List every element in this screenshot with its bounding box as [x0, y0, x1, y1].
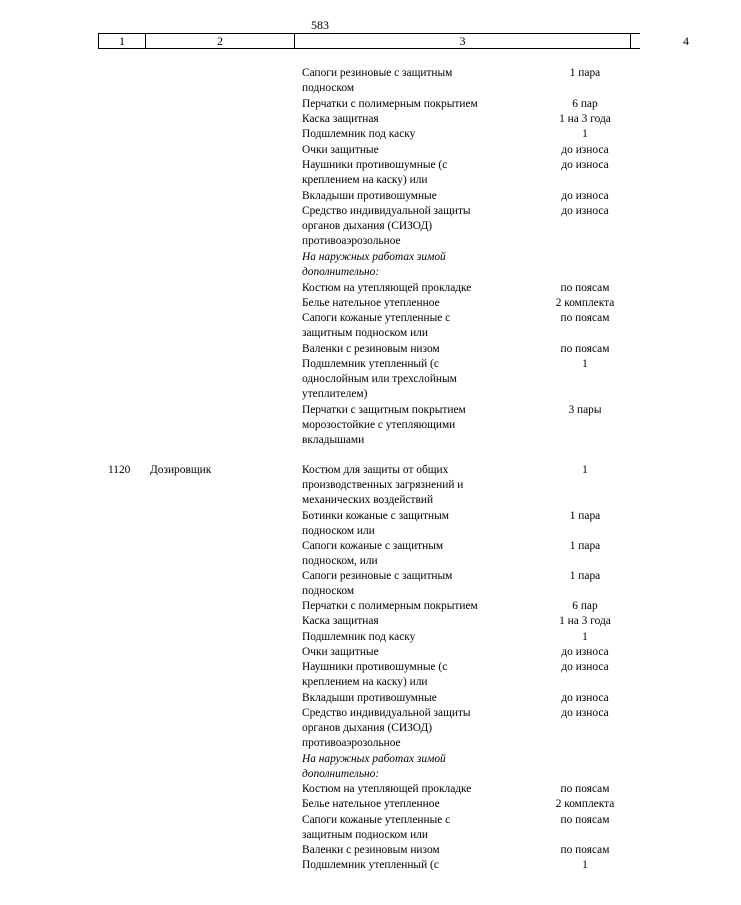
- equipment-item-line: органов дыхания (СИЗОД): [302, 220, 433, 233]
- equipment-item-line: Белье нательное утепленное: [302, 297, 440, 309]
- equipment-item: [302, 630, 532, 645]
- equipment-item-line: Валенки с резиновым низом: [302, 844, 440, 856]
- equipment-item-line: Белье нательное утепленное: [302, 798, 440, 810]
- equipment-item: [302, 204, 532, 250]
- equipment-item-line: подноском: [302, 585, 355, 598]
- equipment-item-line: Валенки с резиновым низом: [302, 343, 440, 355]
- equipment-item-line: Сапоги резиновые с защитным: [302, 67, 453, 79]
- equipment-item: [302, 112, 532, 127]
- issue-norm: по поясам: [560, 312, 610, 324]
- issue-norm: по поясам: [560, 282, 610, 294]
- equipment-item: [302, 357, 532, 403]
- issue-norm: 1 пара: [569, 570, 601, 582]
- equipment-item-line: креплением на каску) или: [302, 174, 428, 187]
- issue-norm: 1 на 3 года: [559, 615, 611, 627]
- equipment-item-line: Сапоги кожаные утепленные с: [302, 814, 451, 826]
- equipment-item: [302, 782, 532, 797]
- equipment-item-line: Сапоги кожаные утепленные с: [302, 312, 451, 324]
- equipment-item-line: защитным подноском или: [302, 829, 428, 842]
- equipment-item-line: Каска защитная: [302, 113, 379, 125]
- issue-norm: по поясам: [560, 844, 610, 856]
- equipment-item-line: На наружных работах зимой: [302, 753, 446, 765]
- equipment-item: [302, 143, 532, 158]
- issue-norm: 2 комплекта: [555, 297, 615, 309]
- equipment-item: [302, 97, 532, 112]
- header-cell-1: 1: [99, 34, 146, 48]
- equipment-item-line: Подшлемник утепленный (с: [302, 859, 439, 871]
- equipment-item-line: Вкладыши противошумные: [302, 692, 437, 704]
- issue-norm: 1 на 3 года: [559, 113, 611, 125]
- equipment-item: [302, 539, 532, 569]
- equipment-item-line: Наушники противошумные (с: [302, 159, 448, 171]
- profession-name: Дозировщик: [150, 464, 212, 476]
- equipment-item-line: Очки защитные: [302, 144, 379, 156]
- equipment-item: [302, 66, 532, 96]
- issue-norm: до износа: [561, 707, 609, 719]
- issue-norm: до износа: [561, 190, 609, 202]
- equipment-item-line: морозостойкие с утепляющими: [302, 419, 456, 432]
- equipment-item: [302, 752, 532, 782]
- equipment-item-line: Сапоги кожаные с защитным: [302, 540, 444, 552]
- issue-norm: до износа: [561, 692, 609, 704]
- equipment-item-line: утеплителем): [302, 388, 368, 401]
- equipment-item: [302, 509, 532, 539]
- equipment-item: [302, 813, 532, 843]
- equipment-item-line: Каска защитная: [302, 615, 379, 627]
- equipment-item: [302, 706, 532, 752]
- issue-norm: 6 пар: [572, 98, 598, 110]
- equipment-item-line: Перчатки с полимерным покрытием: [302, 600, 478, 612]
- equipment-item: [302, 189, 532, 204]
- equipment-item-line: защитным подноском или: [302, 327, 428, 340]
- equipment-item-line: подноском или: [302, 525, 375, 538]
- equipment-item: [302, 463, 532, 509]
- equipment-item-line: Средство индивидуальной защиты: [302, 707, 471, 719]
- equipment-item: [302, 843, 532, 858]
- equipment-item: [302, 858, 532, 873]
- equipment-item-line: креплением на каску) или: [302, 676, 428, 689]
- issue-norm: 3 пары: [568, 404, 602, 416]
- equipment-item: [302, 660, 532, 690]
- equipment-item-line: производственных загрязнений и: [302, 479, 464, 492]
- equipment-item-line: подноском: [302, 82, 355, 95]
- issue-norm: по поясам: [560, 814, 610, 826]
- issue-norm: 1 пара: [569, 67, 601, 79]
- equipment-item: [302, 127, 532, 142]
- issue-norm: по поясам: [560, 343, 610, 355]
- equipment-item-line: дополнительно:: [302, 768, 380, 781]
- equipment-item: [302, 569, 532, 599]
- equipment-item-line: Наушники противошумные (с: [302, 661, 448, 673]
- issue-norm: до износа: [561, 205, 609, 217]
- issue-norm: до износа: [561, 144, 609, 156]
- issue-norm: 1 пара: [569, 510, 601, 522]
- equipment-item-line: Подшлемник под каску: [302, 128, 416, 140]
- equipment-item-line: подноском, или: [302, 555, 378, 568]
- issue-norm: 1: [582, 859, 588, 871]
- equipment-item: [302, 296, 532, 311]
- equipment-item-line: механических воздействий: [302, 494, 434, 507]
- equipment-item-line: Перчатки с защитным покрытием: [302, 404, 466, 416]
- issue-norm: до износа: [561, 159, 609, 171]
- equipment-item: [302, 645, 532, 660]
- equipment-item-line: противоаэрозольное: [302, 737, 401, 750]
- equipment-item-line: Костюм для защиты от общих: [302, 464, 449, 476]
- equipment-item-line: Ботинки кожаные с защитным: [302, 510, 449, 522]
- equipment-item: [302, 281, 532, 296]
- issue-norm: по поясам: [560, 783, 610, 795]
- equipment-item-line: Перчатки с полимерным покрытием: [302, 98, 478, 110]
- row-number: 1120: [108, 464, 131, 476]
- equipment-item-line: Костюм на утепляющей прокладке: [302, 282, 472, 294]
- issue-norm: 6 пар: [572, 600, 598, 612]
- equipment-item-line: Очки защитные: [302, 646, 379, 658]
- equipment-item: [302, 250, 532, 280]
- equipment-item-line: На наружных работах зимой: [302, 251, 446, 263]
- issue-norm: до износа: [561, 661, 609, 673]
- equipment-item-line: органов дыхания (СИЗОД): [302, 722, 433, 735]
- header-cell-2: 2: [146, 34, 295, 48]
- equipment-item: [302, 403, 532, 449]
- issue-norm: 1: [582, 631, 588, 643]
- equipment-item: [302, 614, 532, 629]
- header-cell-4: 4: [683, 34, 689, 48]
- header-cell-4-wrap: [631, 34, 689, 48]
- issue-norm: 1: [582, 358, 588, 370]
- equipment-item-line: однослойным или трехслойным: [302, 373, 457, 386]
- issue-norm: 1: [582, 464, 588, 476]
- issue-norm: 1 пара: [569, 540, 601, 552]
- equipment-item-line: вкладышами: [302, 434, 365, 447]
- issue-norm: 2 комплекта: [555, 798, 615, 810]
- equipment-item: [302, 797, 532, 812]
- equipment-item-line: Подшлемник утепленный (с: [302, 358, 439, 370]
- equipment-item-line: Подшлемник под каску: [302, 631, 416, 643]
- table-header: [98, 33, 689, 49]
- issue-norm: до износа: [561, 646, 609, 658]
- page-number: 583: [311, 18, 329, 32]
- equipment-item-line: дополнительно:: [302, 266, 380, 279]
- equipment-item-line: противоаэрозольное: [302, 235, 401, 248]
- issue-norm: 1: [582, 128, 588, 140]
- header-cell-3: 3: [295, 34, 631, 48]
- equipment-item: [302, 158, 532, 188]
- equipment-item-line: Вкладыши противошумные: [302, 190, 437, 202]
- equipment-item-line: Сапоги резиновые с защитным: [302, 570, 453, 582]
- equipment-item-line: Костюм на утепляющей прокладке: [302, 783, 472, 795]
- equipment-item: [302, 599, 532, 614]
- equipment-item: [302, 311, 532, 341]
- equipment-item: [302, 691, 532, 706]
- equipment-item-line: Средство индивидуальной защиты: [302, 205, 471, 217]
- equipment-item: [302, 342, 532, 357]
